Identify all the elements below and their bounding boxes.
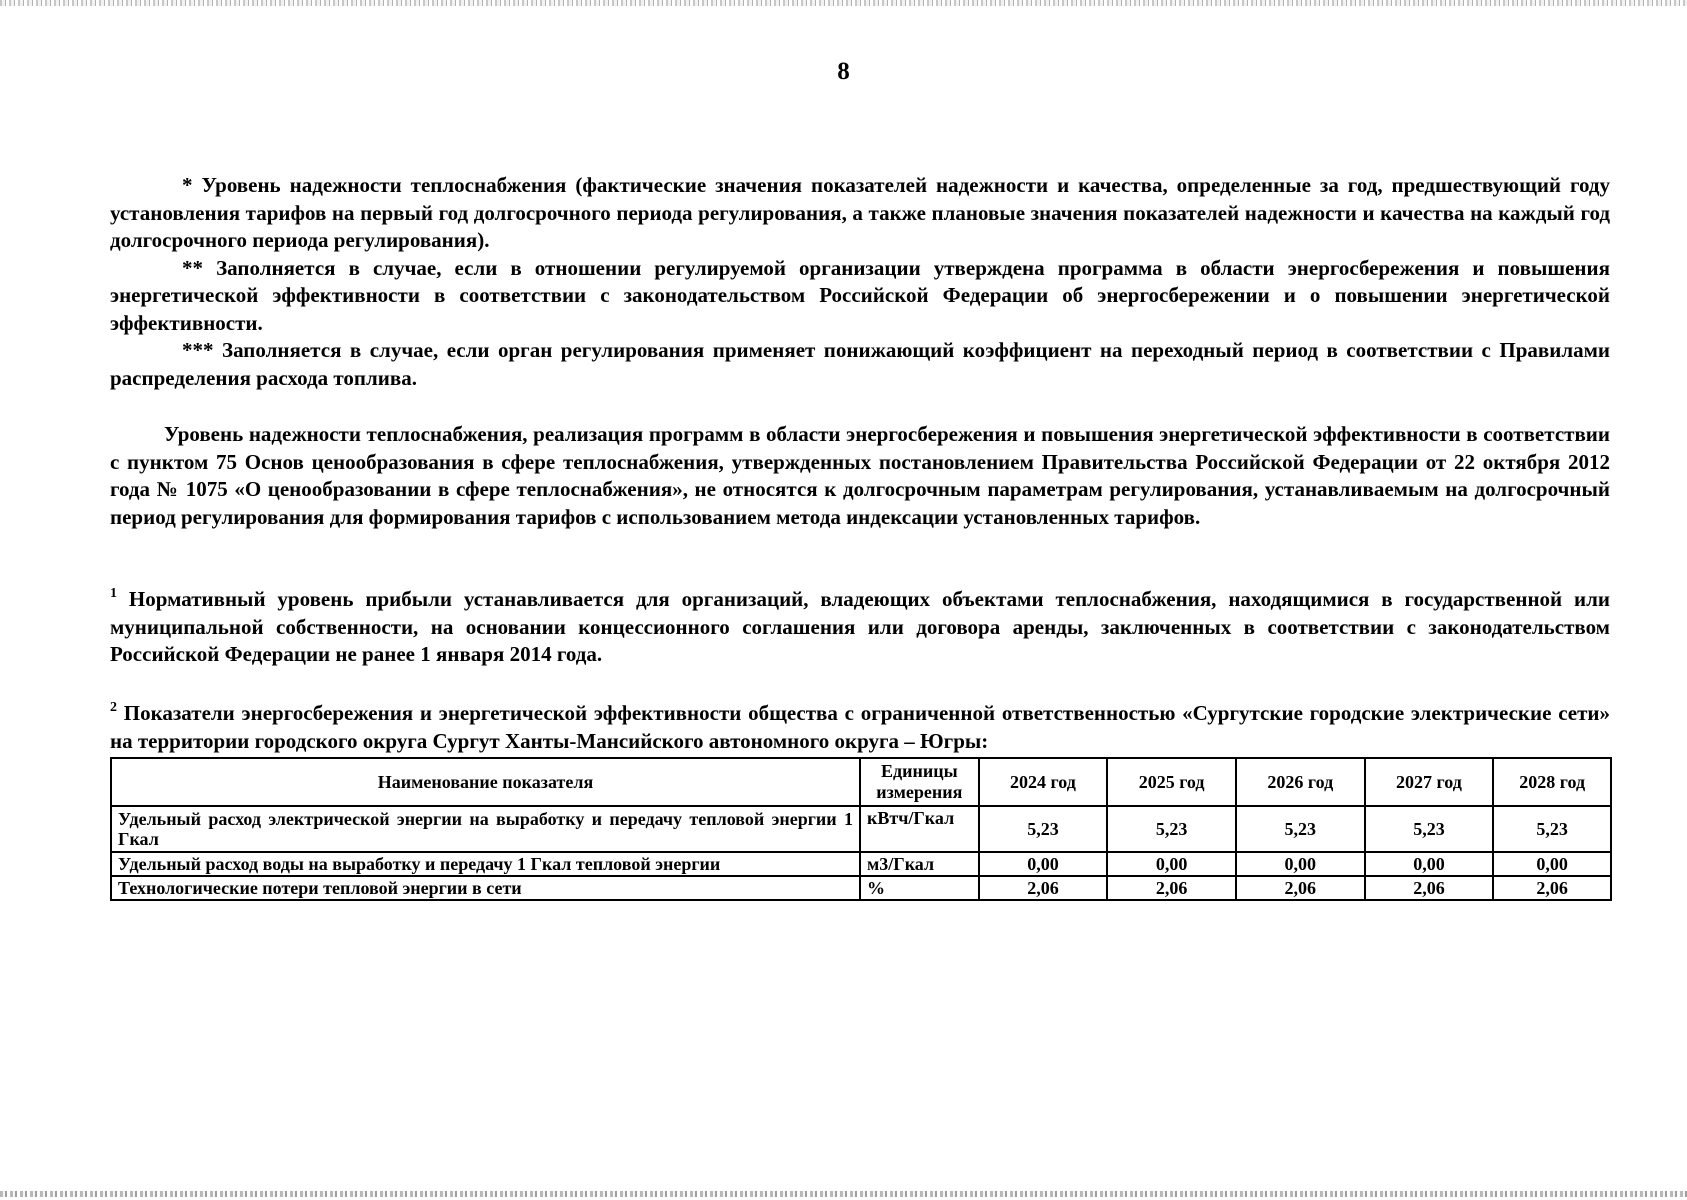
table-row	[111, 852, 1611, 876]
footnote-2-marker: 2	[110, 700, 117, 715]
row-value: 5,23	[1365, 806, 1494, 852]
footnote-1-body	[110, 586, 1610, 669]
footnote-2-text: Показатели энергосбережения и энергетической эффективности общества с ограниченной ответственностью «Сургутские городские электрические сети» на территории городского округа Сургут Ханты-Мансийского автономного округа – Югры:	[110, 701, 1611, 753]
footnote-2	[110, 700, 1610, 755]
row-unit: кВтч/Гкал	[860, 806, 979, 852]
footnote-2-body	[110, 700, 1610, 755]
indicators-table	[110, 757, 1612, 901]
regulation-paragraph-block	[110, 421, 1610, 531]
header-year-2028: 2028 год	[1493, 758, 1611, 806]
notes-block	[110, 172, 1610, 392]
row-value: 0,00	[1236, 852, 1365, 876]
table-row	[111, 806, 1611, 852]
footnote-1	[110, 586, 1610, 669]
footnote-1-marker: 1	[110, 586, 117, 601]
note-reliability: * Уровень надежности теплоснабжения (фактические значения показателей надежности и качества, определенные за год, предшествующий году установления тарифов на первый год долгосрочного периода регулирования, а также плановые значения показателей надежности и качества на каждый год долгосрочного периода регулирования).	[110, 173, 1610, 252]
row-value: 5,23	[979, 806, 1108, 852]
header-year-2024: 2024 год	[979, 758, 1108, 806]
row-name: Технологические потери тепловой энергии в сети	[111, 876, 860, 900]
row-value: 0,00	[1107, 852, 1236, 876]
row-value: 2,06	[1107, 876, 1236, 900]
row-value: 2,06	[1365, 876, 1494, 900]
footnote-1-text: Нормативный уровень прибыли устанавливается для организаций, владеющих объектами теплоснабжения, находящимися в государственной или муниципальной собственности, на основании концессионного соглашения или договора аренды, заключенных в соответствии с законодательством Российской Федерации не ранее 1 января 2014 года.	[110, 587, 1611, 666]
row-value: 5,23	[1107, 806, 1236, 852]
regulation-paragraph: Уровень надежности теплоснабжения, реализация программ в области энергосбережения и повышения энергетической эффективности в соответствии с пунктом 75 Основ ценообразования в сфере теплоснабжения, утвержденных постановлением Правительства Российской Федерации от 22 октября 2012 года № 1075 «О ценообразовании в сфере теплоснабжения», не относятся к долгосрочным параметрам регулирования, устанавливаемым на долгосрочный период регулирования для формирования тарифов с использованием метода индексации установленных тарифов.	[110, 422, 1610, 529]
header-indicator-name: Наименование показателя	[111, 758, 860, 806]
row-value: 5,23	[1236, 806, 1365, 852]
row-value: 0,00	[1365, 852, 1494, 876]
row-value: 2,06	[979, 876, 1108, 900]
table-header-row	[111, 758, 1611, 806]
table-row	[111, 876, 1611, 900]
row-name: Удельный расход электрической энергии на выработку и передачу тепловой энергии 1 Гкал	[111, 806, 860, 852]
row-name: Удельный расход воды на выработку и передачу 1 Гкал тепловой энергии	[111, 852, 860, 876]
row-value: 2,06	[1493, 876, 1611, 900]
row-unit: %	[860, 876, 979, 900]
row-value: 0,00	[1493, 852, 1611, 876]
scan-edge-bottom	[0, 1191, 1687, 1197]
page-number: 8	[837, 58, 850, 85]
header-unit: Единицы измерения	[860, 758, 979, 806]
scan-edge-top	[0, 0, 1687, 6]
row-value: 2,06	[1236, 876, 1365, 900]
row-value: 5,23	[1493, 806, 1611, 852]
header-year-2027: 2027 год	[1365, 758, 1494, 806]
note-reduction-coefficient: *** Заполняется в случае, если орган регулирования применяет понижающий коэффициент на переходный период в соответствии с Правилами распределения расхода топлива.	[110, 338, 1610, 390]
row-unit: м3/Гкал	[860, 852, 979, 876]
row-value: 0,00	[979, 852, 1108, 876]
header-year-2026: 2026 год	[1236, 758, 1365, 806]
header-year-2025: 2025 год	[1107, 758, 1236, 806]
note-energy-saving: ** Заполняется в случае, если в отношении регулируемой организации утверждена программа в области энергосбережения и повышения энергетической эффективности в соответствии с законодательством Российской Федерации об энергосбережении и о повышении энергетической эффективности.	[110, 255, 1610, 335]
